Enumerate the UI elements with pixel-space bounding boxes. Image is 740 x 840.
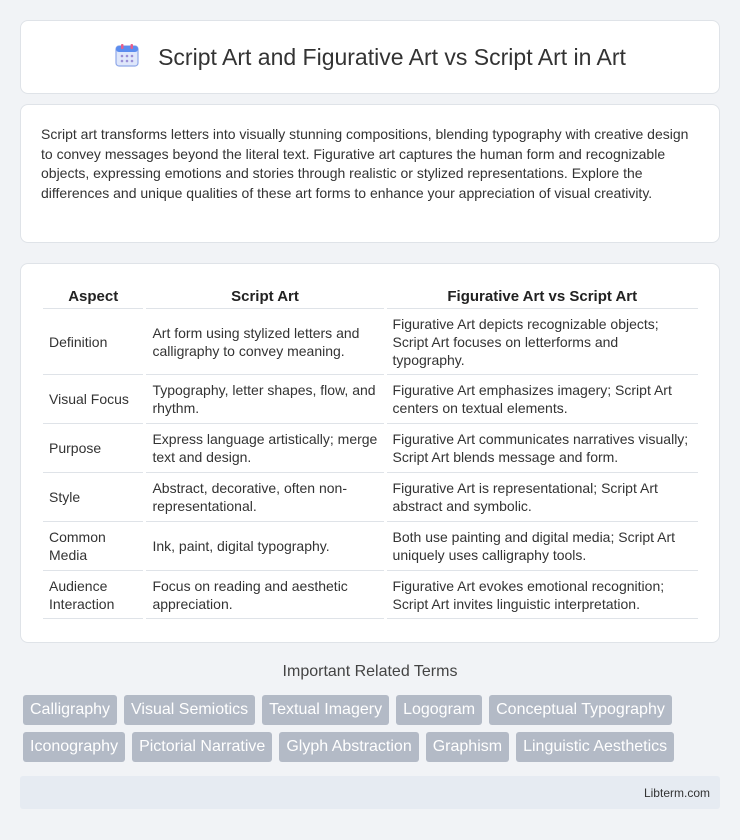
row-comparison: Figurative Art evokes emotional recognition; Script Art invites linguistic interpretation. xyxy=(387,570,698,619)
table-header-row xyxy=(43,282,698,308)
tag-graphism[interactable]: Graphism xyxy=(426,732,509,762)
tag-iconography[interactable]: Iconography xyxy=(23,732,125,762)
tag-glyph-abstraction[interactable]: Glyph Abstraction xyxy=(279,732,418,762)
table-row xyxy=(43,570,698,619)
row-comparison: Figurative Art depicts recognizable objects; Script Art focuses on letterforms and typography. xyxy=(387,308,698,374)
row-script-art: Express language artistically; merge text and design. xyxy=(146,423,383,472)
tag-row-1 xyxy=(23,695,723,725)
comparison-table-card xyxy=(20,263,720,643)
tag-pictorial-narrative[interactable]: Pictorial Narrative xyxy=(132,732,272,762)
comparison-table xyxy=(43,282,698,619)
table-row xyxy=(43,374,698,423)
row-aspect: Style xyxy=(43,472,143,521)
tag-linguistic-aesthetics[interactable]: Linguistic Aesthetics xyxy=(516,732,674,762)
intro-text: Script art transforms letters into visually stunning compositions, blending typography with creative design to convey messages beyond the literal text. Figurative art captures the human form and recognizable objects, expressing emotions and stories through realistic or stylized representations. Explore the differences and unique qualities of these art forms to enhance your appreciation of visual creativity. xyxy=(41,126,689,201)
row-aspect: Definition xyxy=(43,308,143,374)
tag-row-2 xyxy=(23,732,723,762)
intro-card xyxy=(20,104,720,243)
page-title: Script Art and Figurative Art vs Script Art in Art xyxy=(158,43,626,70)
row-script-art: Abstract, decorative, often non-representational. xyxy=(146,472,383,521)
row-script-art: Typography, letter shapes, flow, and rhythm. xyxy=(146,374,383,423)
row-aspect: Common Media xyxy=(43,521,143,570)
header-script-art: Script Art xyxy=(231,288,299,305)
tag-conceptual-typography[interactable]: Conceptual Typography xyxy=(489,695,672,725)
title-wrap xyxy=(114,42,626,73)
row-aspect: Visual Focus xyxy=(43,374,143,423)
row-script-art: Focus on reading and aesthetic appreciation. xyxy=(146,570,383,619)
calendar-icon xyxy=(114,42,140,73)
row-script-art: Art form using stylized letters and calligraphy to convey meaning. xyxy=(146,308,383,374)
row-comparison: Figurative Art is representational; Script Art abstract and symbolic. xyxy=(387,472,698,521)
footer xyxy=(20,776,720,809)
related-tags xyxy=(23,695,723,769)
table-row xyxy=(43,521,698,570)
table-row xyxy=(43,308,698,374)
table-row xyxy=(43,472,698,521)
row-aspect: Audience Interaction xyxy=(43,570,143,619)
header-card xyxy=(20,20,720,94)
related-terms-title: Important Related Terms xyxy=(282,663,458,680)
header-aspect: Aspect xyxy=(68,288,119,305)
row-comparison: Figurative Art emphasizes imagery; Script Art centers on textual elements. xyxy=(387,374,698,423)
row-script-art: Ink, paint, digital typography. xyxy=(146,521,383,570)
table-row xyxy=(43,423,698,472)
tag-calligraphy[interactable]: Calligraphy xyxy=(23,695,117,725)
row-comparison: Figurative Art communicates narratives visually; Script Art blends message and form. xyxy=(387,423,698,472)
tag-visual-semiotics[interactable]: Visual Semiotics xyxy=(124,695,255,725)
row-comparison: Both use painting and digital media; Script Art uniquely uses calligraphy tools. xyxy=(387,521,698,570)
row-aspect: Purpose xyxy=(43,423,143,472)
header-figurative-vs-script: Figurative Art vs Script Art xyxy=(447,288,638,305)
tag-textual-imagery[interactable]: Textual Imagery xyxy=(262,695,389,725)
footer-site-link[interactable]: Libterm.com xyxy=(643,785,710,800)
tag-logogram[interactable]: Logogram xyxy=(396,695,482,725)
